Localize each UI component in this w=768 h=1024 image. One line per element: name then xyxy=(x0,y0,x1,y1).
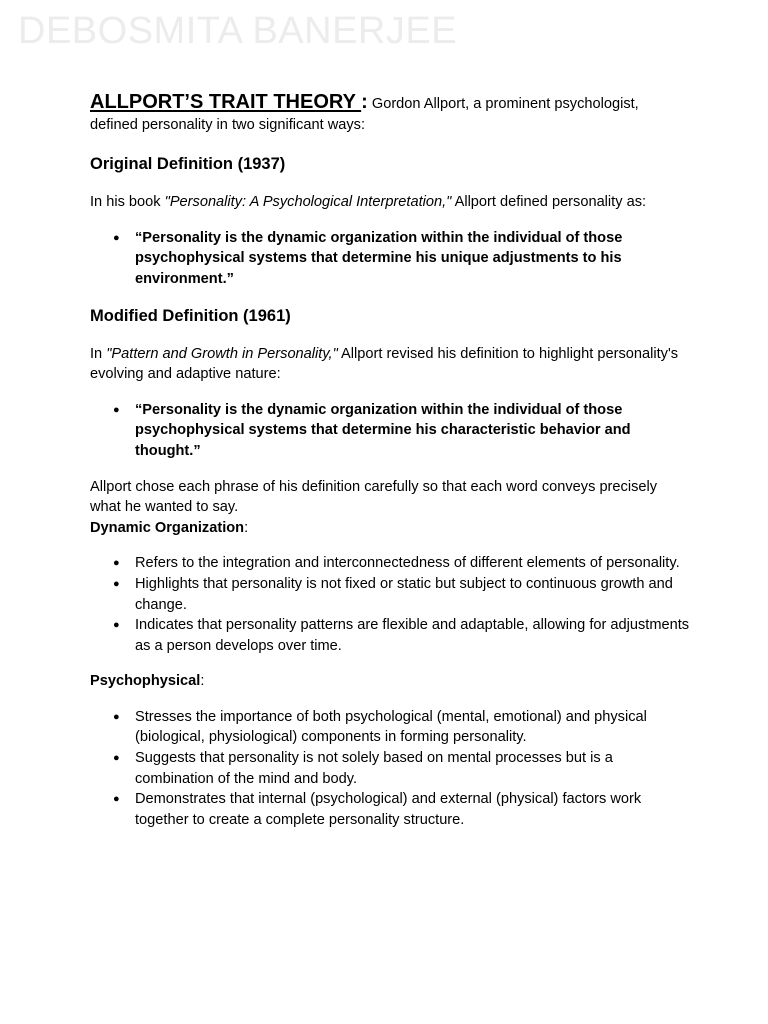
modified-book-title: "Pattern and Growth in Personality," xyxy=(106,345,338,362)
list-item: ● Refers to the integration and interconnectedness of different elements of personality. xyxy=(90,553,690,574)
original-definition-heading: Original Definition (1937) xyxy=(90,155,286,174)
modified-intro-post: Allport revised his definition to highlight personality's evolving and adaptive nature: xyxy=(90,345,679,383)
modified-intro-pre: In xyxy=(90,345,107,362)
original-quote: ● “Personality is the dynamic organization within the individual of those psychophysical systems that determine his unique adjustments to his environment.” xyxy=(90,228,690,290)
list-item: ● Suggests that personality is not solely based on mental processes but is a combination of the mind and body. xyxy=(90,748,690,789)
modified-definition-heading: Modified Definition (1961) xyxy=(90,306,291,325)
psychophysical-label-text: Psychophysical xyxy=(90,673,201,690)
original-intro-pre: In his book xyxy=(90,194,165,211)
original-book-title: "Personality: A Psychological Interpretation," xyxy=(164,194,452,211)
intro-paragraph xyxy=(90,92,690,135)
modified-quote: ● “Personality is the dynamic organization within the individual of those psychophysical systems that determine his characteristic behavior and thought.” xyxy=(90,400,690,462)
phrase-note: Allport chose each phrase of his definition carefully so that each word conveys precisely what he wanted to say. xyxy=(90,478,658,516)
psychophysical-label xyxy=(90,671,690,692)
dynamic-label-colon: : xyxy=(244,519,249,536)
dynamic-organization-list xyxy=(90,553,690,656)
document-page xyxy=(90,92,690,845)
watermark-text: DEBOSMITA BANERJEE xyxy=(18,10,458,52)
title-colon: : xyxy=(361,91,368,113)
intro-text: Gordon Allport, a prominent psychologist, defined personality in two significant ways: xyxy=(90,96,639,133)
list-item: ● Stresses the importance of both psychological (mental, emotional) and physical (biological, physiological) components in forming personality. xyxy=(90,707,690,748)
document-title: ALLPORT’S TRAIT THEORY xyxy=(90,91,362,113)
dynamic-organization-label xyxy=(90,518,690,539)
list-item: ● Highlights that personality is not fixed or static but subject to continuous growth and change. xyxy=(90,574,690,615)
psychophysical-label-colon: : xyxy=(200,673,205,690)
modified-intro-paragraph xyxy=(90,344,690,385)
dynamic-label-text: Dynamic Organization xyxy=(90,519,245,536)
original-quote-list xyxy=(90,228,690,290)
modified-quote-list xyxy=(90,400,690,462)
list-item: ● Demonstrates that internal (psychological) and external (physical) factors work together to create a complete personality structure. xyxy=(90,789,690,830)
psychophysical-list xyxy=(90,707,690,831)
original-intro-paragraph xyxy=(90,192,690,213)
list-item: ● Indicates that personality patterns are flexible and adaptable, allowing for adjustments as a person develops over time. xyxy=(90,615,690,656)
original-intro-post: Allport defined personality as: xyxy=(451,194,647,211)
